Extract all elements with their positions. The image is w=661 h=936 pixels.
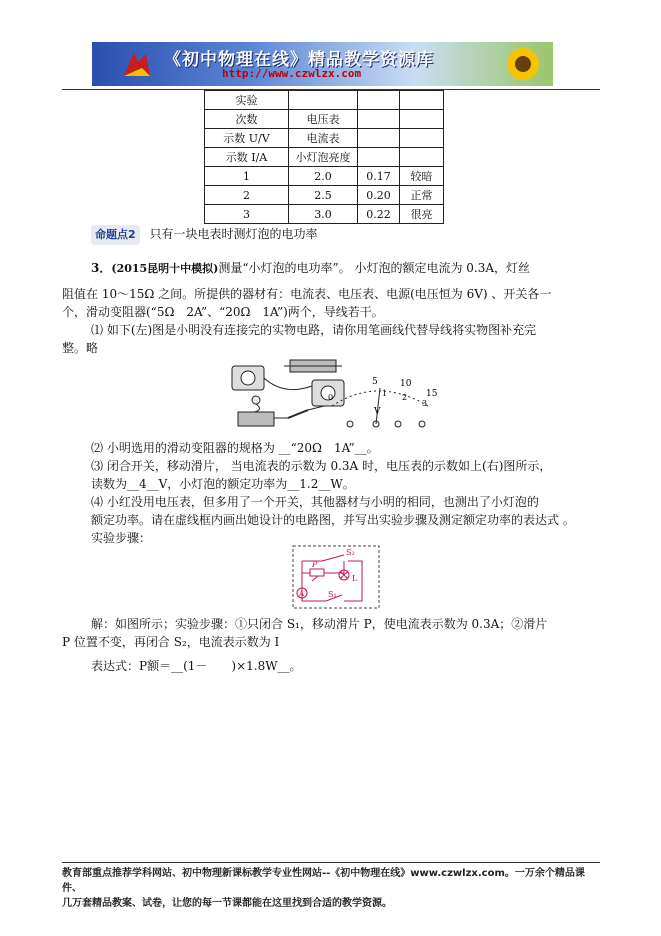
part-3-text-a: ⑶ 闭合开关，移动滑片， 当电流表的示数为 0.3A 时，电压表的示数如上(右)图所示， — [91, 459, 552, 473]
logo-icon — [120, 48, 154, 80]
footer-rule — [62, 862, 600, 863]
part-4-text-b: 额定功率。请在虚线框内画出她设计的电路图，并写出实验步骤及测定额定功率的表达式 。 — [91, 513, 575, 527]
table-row: 示数 I/A 小灯泡亮度 — [205, 148, 444, 167]
meter-zero-label: 0 — [328, 393, 334, 402]
data-table — [204, 90, 444, 224]
solution-line-2: P 位置不变，再闭合 S₂，电流表示数为 I — [62, 635, 280, 649]
table-row: 3 3.0 0.22 很亮 — [205, 205, 444, 224]
table-row: 次数 电压表 — [205, 110, 444, 129]
label-p: P — [312, 560, 318, 569]
table-row: 2 2.5 0.20 正常 — [205, 186, 444, 205]
label-s2: S₂ — [346, 548, 355, 557]
meter-unit: V — [374, 407, 381, 417]
section-title: 只有一块电表时测灯泡的电功率 — [149, 227, 318, 241]
meter-tick-label: 1 — [382, 389, 388, 398]
label-l: L — [352, 574, 358, 583]
part-4-text-a: ⑷ 小红没用电压表，但多用了一个开关，其他器材与小明的相同，也测出了小灯泡的 — [91, 495, 539, 509]
meter-tick-label: 5 — [372, 377, 378, 387]
solution-line-1: 解：如图所示；实验步骤：①只闭合 S₁，移动滑片 P，使电流表示数为 0.3A；②滑片 — [91, 617, 548, 631]
part-2-text: ⑵ 小明选用的滑动变阻器的规格为 __“20Ω 1A”__。 — [91, 441, 379, 455]
table-row: 示数 U/V 电流表 — [205, 129, 444, 148]
expression-line: 表达式：P额＝__(1－ )×1.8W__。 — [91, 659, 302, 673]
table-row: 实验 — [205, 91, 444, 110]
question-line-1: 3．(2015昆明十中模拟)测量“小灯泡的电功率”。 小灯泡的额定电流为 0.3A，灯丝 — [91, 261, 531, 275]
meter-tick-label: 2 — [402, 393, 408, 402]
question-line-2: 阻值在 10～15Ω 之间。所提供的器材有：电流表、电压表、电源(电压恒为 6V) 、开关各一 — [62, 287, 552, 301]
question-line-3: 个，滑动变阻器(“5Ω 2A”、“20Ω 1A”)两个，导线若干。 — [62, 305, 384, 319]
voltmeter-figure — [318, 374, 442, 432]
table-row: 1 2.0 0.17 较暗 — [205, 167, 444, 186]
meter-tick-label: 10 — [400, 379, 412, 389]
banner-url[interactable]: http://www.czwlzx.com — [222, 67, 362, 80]
footer — [62, 866, 602, 911]
circuit-diagram — [292, 545, 380, 609]
sunflower-icon — [497, 44, 549, 86]
footer-line-1: 教育部重点推荐学科网站、初中物理新课标教学专业性网站--《初中物理在线》www.czwlzx.com。一万余个精品课件、 — [62, 868, 585, 894]
steps-label: 实验步骤： — [91, 531, 152, 545]
part-3-text-b: 读数为__4__V，小灯泡的额定功率为__1.2__W。 — [91, 477, 355, 491]
site-banner — [92, 42, 553, 86]
meter-tick-label: 3 — [422, 399, 428, 408]
label-a: A — [299, 590, 305, 598]
label-s1: S₁ — [328, 590, 337, 599]
part-1-text-b: 整。略 — [62, 341, 99, 355]
section-badge: 命题点2 — [91, 225, 140, 245]
banner-title: 《初中物理在线》精品教学资源库 — [164, 50, 434, 70]
meter-tick-label: 15 — [426, 389, 438, 399]
section-header — [91, 224, 318, 245]
footer-line-2: 几万套精品教案、试卷，让您的每一节课都能在这里找到合适的教学资源。 — [62, 898, 392, 909]
part-1-text-a: ⑴ 如下(左)图是小明没有连接完的实物电路，请你用笔画线代替导线将实物图补充完 — [91, 323, 537, 337]
